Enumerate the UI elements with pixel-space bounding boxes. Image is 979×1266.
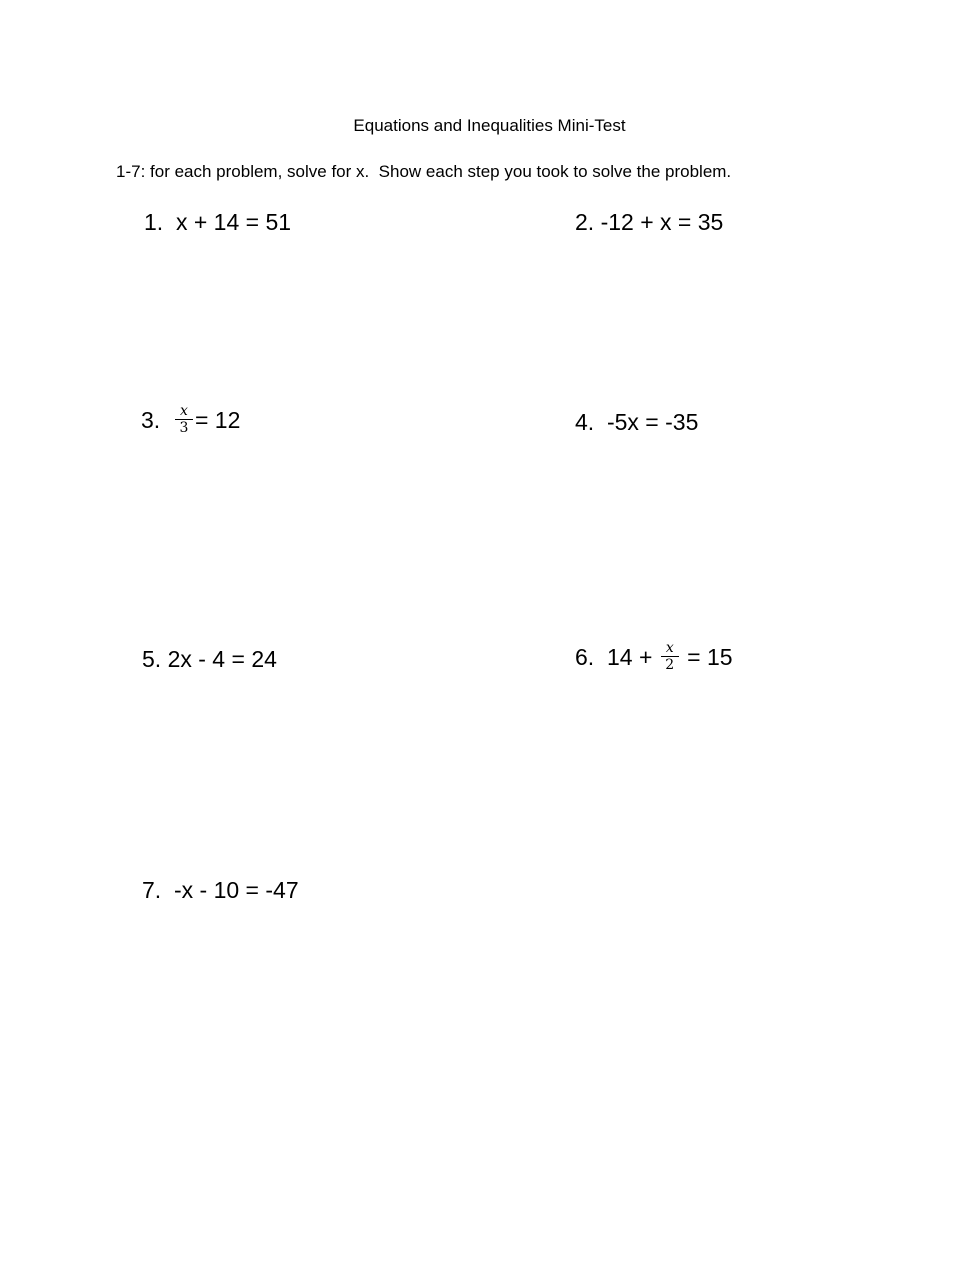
problem-5: [142, 645, 277, 673]
problem-number: 1.: [144, 209, 164, 235]
problem-number: 5.: [142, 646, 162, 672]
fraction-numerator: x: [665, 640, 674, 656]
problem-2: [575, 208, 723, 236]
problem-equation: -12 + x = 35: [600, 209, 724, 235]
problem-equation-rest: = 12: [194, 406, 241, 433]
problem-number: 2.: [575, 209, 595, 235]
problem-equation-start: 14 +: [606, 643, 659, 670]
problem-1: [144, 208, 291, 236]
fraction-numerator: x: [180, 403, 188, 419]
problem-number: 3.: [141, 406, 161, 433]
problem-equation: x + 14 = 51: [175, 209, 292, 235]
problem-3: [141, 404, 240, 435]
problem-equation: -5x = -35: [606, 409, 699, 435]
fraction-denominator: 2: [665, 657, 675, 673]
problem-number: 4.: [575, 409, 595, 435]
problem-6: [575, 641, 733, 672]
problem-4: [575, 408, 698, 436]
page-title: Equations and Inequalities Mini-Test: [353, 116, 626, 135]
problem-7: [142, 876, 299, 904]
problem-equation-rest: = 15: [680, 643, 733, 670]
fraction: [175, 404, 193, 435]
problem-equation: -x - 10 = -47: [173, 877, 299, 903]
fraction: [661, 641, 679, 672]
instructions: 1-7: for each problem, solve for x. Show each step you took to solve the problem.: [116, 162, 732, 181]
problem-number: 7.: [142, 877, 162, 903]
problem-number: 6.: [575, 643, 595, 670]
problem-equation: 2x - 4 = 24: [167, 646, 277, 672]
fraction-denominator: 3: [179, 420, 189, 436]
